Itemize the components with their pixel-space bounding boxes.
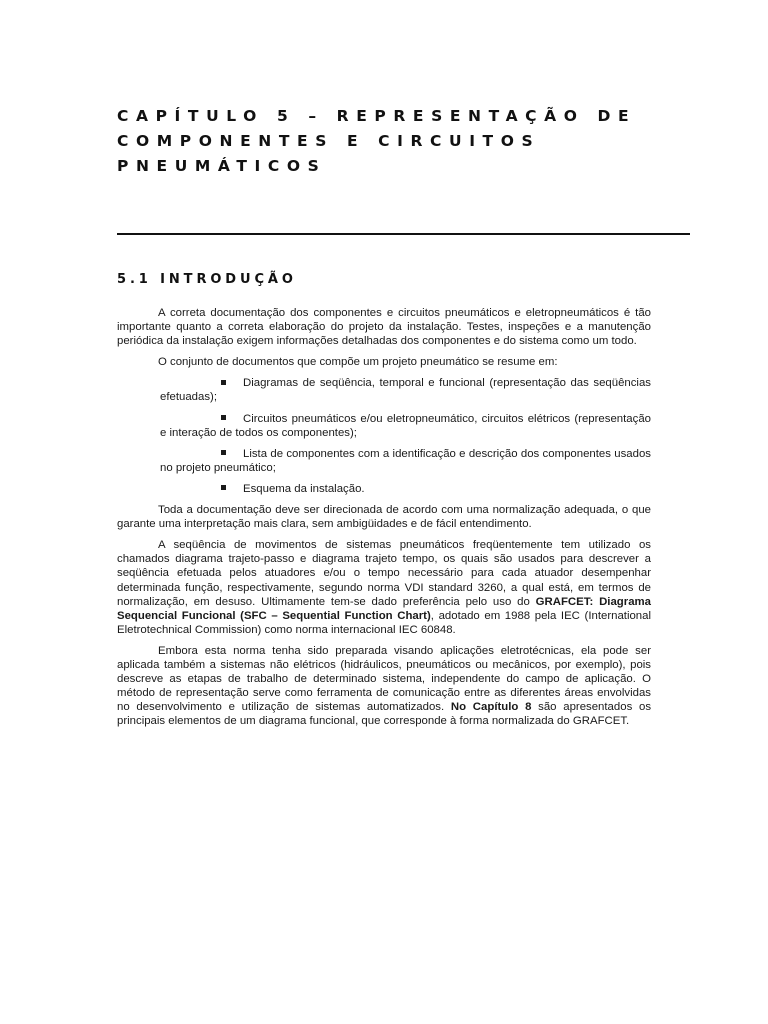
list-item	[160, 482, 651, 496]
paragraph-grafcet-text-a: A seqüência de movimentos de sistemas pneumáticos freqüentemente tem utilizado os chamados diagrama trajeto-passo e diagrama trajeto tempo, os quais são usados para descrever a seqüência efetuada pelos atuadores e/ou o tempo necessário para cada atuador desempenhar determinada função, respectivamente, segundo norma VDI standard 3260, a qual está, em termos de normalização, em desuso. Ultimamente tem-se dado preferência pelo uso do	[117, 539, 651, 608]
paragraph-application	[117, 644, 651, 729]
chapter-title	[117, 104, 697, 179]
bullet-square-icon	[221, 450, 226, 455]
paragraph-normalization: Toda a documentação deve ser direcionada de acordo com uma normalização adequada, o que garante uma interpretação mais clara, sem ambigüidades e de fácil entendimento.	[117, 504, 651, 531]
paragraph-grafcet-text-b: , adotado em 1988 pela IEC (International Eletrotechnical Commission) como norma internacional IEC 60848.	[117, 609, 652, 636]
grafcet-bold-term: GRAFCET: Diagrama Sequencial Funcional (SFC – Sequential Function Chart)	[117, 595, 651, 622]
body-text	[117, 306, 651, 735]
bullet-square-icon	[221, 415, 226, 420]
list-item-text: Esquema da instalação.	[243, 482, 365, 495]
document-list	[117, 376, 651, 496]
list-item-text: Circuitos pneumáticos e/ou eletropneumático, circuitos elétricos (representação e interação de todos os componentes);	[160, 412, 651, 439]
paragraph-intro: A correta documentação dos componentes e circuitos pneumáticos e eletropneumáticos é tão importante quanto a correta elaboração do projeto da instalação. Testes, inspeções e a manutenção periódica da instalação exigem informações detalhadas dos componentes e do sistema como um todo.	[117, 307, 651, 348]
bullet-square-icon	[221, 485, 226, 490]
bullet-square-icon	[221, 380, 226, 385]
chapter-title-line-3: PNEUMÁTICOS	[117, 157, 327, 175]
paragraph-application-text-b: são apresentados os principais elementos de um diagrama funcional, que corresponde à forma normalizada do GRAFCET.	[117, 701, 652, 728]
list-item	[160, 447, 651, 475]
chapter-title-line-2: COMPONENTES E CIRCUITOS	[117, 132, 541, 150]
section-heading: 5.1 INTRODUÇÃO	[117, 272, 297, 287]
list-item-text: Diagramas de seqüência, temporal e funcional (representação das seqüências efetuadas);	[160, 377, 651, 404]
paragraph-documents: O conjunto de documentos que compõe um projeto pneumático se resume em:	[158, 356, 558, 369]
paragraph-grafcet	[117, 538, 651, 637]
list-item-text: Lista de componentes com a identificação e descrição dos componentes usados no projeto pneumático;	[160, 447, 651, 474]
chapter-8-reference: No Capítulo 8	[450, 701, 532, 714]
list-item	[160, 412, 651, 440]
horizontal-divider	[117, 233, 690, 235]
paragraph-application-text-a: Embora esta norma tenha sido preparada visando aplicações eletrotécnicas, ela pode ser aplicada também a sistemas não elétricos (hidráulicos, pneumáticos ou mecânicos, por exemplo), pois descreve as etapas de trabalho de determinado sistema, independente do campo de aplicação. O método de representação serve como ferramenta de comunicação entre as diferentes áreas envolvidas no desenvolvimento e utilização de sistemas automatizados.	[117, 644, 651, 714]
list-item	[160, 376, 651, 404]
chapter-title-line-1: CAPÍTULO 5 – REPRESENTAÇÃO DE	[117, 107, 637, 125]
